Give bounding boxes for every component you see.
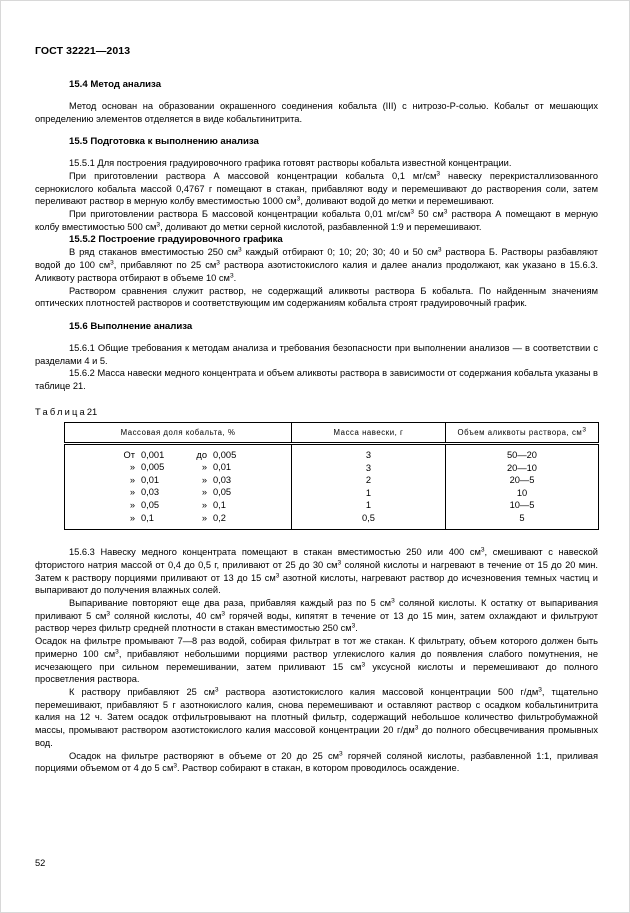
text-run: .	[233, 272, 237, 283]
superscript-cube: 3	[361, 661, 366, 669]
paragraph-15-5-2-2: Раствором сравнения служит раствор, не содержащий аликвоты раствора Б кобальта. По найденным значениям оптических плотностей растворов и соответствующим им содержаниям кобальта строят градуировочный график.	[35, 285, 598, 309]
range-from-word: »	[129, 512, 135, 523]
range-to-word: »	[201, 512, 207, 523]
paragraph-15-6-1: 15.6.1 Общие требования к методам анализа и требования безопасности при выполнении анализов — в соответствии с разделами 4 и 5.	[35, 342, 598, 366]
text-run: , доливают водой до метки и перемешивают.	[300, 196, 494, 207]
superscript-cube: 3	[410, 208, 415, 216]
superscript-cube: 3	[437, 247, 442, 255]
table-caption-label: Таблица	[35, 406, 87, 417]
table-cell-mass: 3	[292, 443, 446, 461]
text-run: соляной кислоты и нагревают в течение от 15 до 20 мин. Затем к раствору порциями приливают от 13 до 15 см	[35, 559, 599, 583]
paragraph-15-5-2-1	[35, 246, 598, 284]
superscript-cube: 3	[391, 597, 395, 605]
table-cell-mass: 0,5	[292, 512, 446, 530]
superscript-cube: 3	[275, 572, 280, 580]
table-row	[65, 486, 599, 499]
superscript-cube: 3	[229, 272, 234, 280]
text-run: каждый отбирают 0; 10; 20; 30; 40 и 50 см	[241, 247, 438, 258]
superscript-cube: 3	[538, 686, 542, 694]
range-from-value: 0,03	[141, 487, 160, 498]
range-to-word: »	[201, 487, 207, 498]
paragraph-15-6-3-5	[35, 750, 598, 775]
heading-15-6: 15.6 Выполнение анализа	[69, 320, 193, 332]
superscript-cube: 3	[480, 546, 485, 554]
range-to-word: »	[201, 462, 207, 473]
table-cell-range	[65, 474, 292, 487]
range-from-word: »	[129, 500, 135, 511]
superscript-cube: 3	[115, 648, 119, 656]
table-cell-mass: 3	[292, 461, 446, 474]
text-run: При приготовлении раствора А массовой концентрации кобальта 0,1 мг/см	[69, 170, 437, 181]
superscript-cube: 3	[339, 750, 343, 758]
text-run: раствора Б. Растворы разбавляют водой до 100 см	[35, 247, 598, 271]
table-row	[65, 499, 599, 512]
text-run: , прибавляют небольшими порциями раствор углекислого калия до появления слабого помутнения, не исчезающего при сильном перемешивании, затем приливают 15 см	[35, 648, 598, 672]
text-run: соляной кислоты. К остатку от выпаривания приливают 5 см	[35, 598, 598, 621]
superscript-cube: 3	[436, 170, 441, 178]
text-run: , прибавляют по 25 см	[113, 260, 217, 271]
table-cell-range	[65, 499, 292, 512]
range-to-value: 0,005	[213, 449, 237, 460]
text-run: К раствору прибавляют 25 см	[69, 687, 215, 697]
table-cell-range	[65, 443, 292, 461]
page-number: 52	[35, 858, 46, 868]
range-from-value: 0,05	[141, 500, 160, 511]
range-to-value: 0,05	[213, 487, 232, 498]
table-row	[65, 474, 599, 487]
superscript-cube: 3	[214, 686, 219, 694]
range-to-word: до	[196, 449, 207, 460]
paragraph-15-5-1-solution-b	[35, 208, 598, 233]
running-head-standard-number: ГОСТ 32221—2013	[35, 45, 131, 57]
text-run: При приготовлении раствора Б массовой концентрации кобальта 0,01 мг/см	[69, 209, 411, 220]
paragraph-15-6-3-1	[35, 546, 598, 597]
text-run: 50 см	[414, 209, 444, 220]
table-header	[65, 422, 599, 443]
table-header-sample-mass: Масса навески, г	[292, 422, 446, 443]
paragraph-15-5-1-solution-a	[35, 170, 598, 208]
table-cell-mass: 1	[292, 499, 446, 512]
superscript-cube: 3	[351, 623, 356, 631]
text-run: навеску перекристаллизованного сернокислого кобальта массой 0,4767 г помещают в стакан, прибавляют воду и перемешивают до растворения соли, затем переливают раствор в мерную колбу вместимостью 1000 см	[35, 170, 598, 207]
table-header-aliquot-volume	[446, 422, 599, 443]
table-21	[64, 422, 599, 531]
text-run: соляной кислоты, 40 см	[110, 610, 222, 621]
text-run: Выпаривание повторяют еще два раза, прибавляя каждый раз по 5 см	[69, 598, 392, 609]
table-cell-aliquot: 50—20	[446, 443, 599, 461]
superscript-cube: 3	[443, 208, 448, 216]
paragraph-15-6-3-2	[35, 597, 598, 635]
paragraph-15-6-3-3	[35, 635, 598, 686]
superscript-cube: 3	[110, 259, 114, 267]
range-from-word: »	[129, 487, 135, 498]
table-row	[65, 512, 599, 530]
text-run: . Раствор собирают в стакан, в котором проводилось осаждение.	[177, 763, 460, 774]
table-caption-number: 21	[86, 406, 98, 417]
text-run: .	[355, 623, 358, 634]
page-content	[35, 79, 598, 775]
range-from-word: От	[123, 449, 135, 460]
table-cell-mass: 1	[292, 486, 446, 499]
text-run: уксусной кислоты и перемешивают до полного просветления раствора.	[35, 661, 598, 685]
superscript-cube: 3	[216, 259, 220, 267]
text-run: раствора азотистокислого калия массовой концентрации 500 г/дм	[218, 687, 539, 697]
table-row	[65, 443, 599, 461]
range-to-word: »	[201, 474, 207, 485]
text-run: раствора азотистокислого калия и далее анализ продолжают, как указано в 15.6.3. Аликвоту раствора отбирают в объеме 10 см	[35, 260, 598, 283]
table-cell-aliquot: 20—5	[446, 474, 599, 487]
range-from-word: »	[129, 474, 135, 485]
range-from-value: 0,1	[141, 512, 154, 523]
table-header-cobalt-fraction: Массовая доля кобальта, %	[65, 422, 292, 443]
superscript-cube: 3	[582, 426, 587, 434]
heading-15-5: 15.5 Подготовка к выполнению анализа	[69, 136, 259, 148]
range-from-word: »	[129, 462, 135, 473]
table-cell-range	[65, 461, 292, 474]
superscript-cube: 3	[296, 196, 301, 203]
table-cell-aliquot: 10—5	[446, 499, 599, 512]
table-cell-range	[65, 486, 292, 499]
text-run: до полного обесцвечивания промывных вод.	[35, 725, 598, 748]
range-from-value: 0,001	[141, 449, 165, 460]
heading-15-5-2: 15.5.2 Построение градуировочного графика	[69, 233, 283, 245]
table-cell-aliquot: 5	[446, 512, 599, 530]
range-to-word: »	[201, 500, 207, 511]
paragraph-15-6-3-4	[35, 686, 598, 750]
text-run: Объем аликвоты раствора, см	[457, 427, 583, 437]
range-to-value: 0,1	[213, 500, 226, 511]
range-to-value: 0,03	[213, 474, 232, 485]
text-run: В ряд стаканов вместимостью 250 см	[69, 247, 239, 258]
text-run: , смешивают с навеской фтористого натрия массой от 0,4 до 0,5 г, приливают от 25 до 30 см	[35, 547, 598, 570]
table-row	[65, 461, 599, 474]
table-cell-mass: 2	[292, 474, 446, 487]
superscript-cube: 3	[106, 610, 111, 618]
superscript-cube: 3	[238, 247, 242, 255]
paragraph-15-5-1: 15.5.1 Для построения градуировочного графика готовят растворы кобальта известной концентрации.	[69, 158, 512, 169]
heading-15-4: 15.4 Метод анализа	[69, 79, 162, 90]
table-caption	[35, 407, 598, 417]
text-run: раствора А помещают в мерную колбу вместимостью 500 см	[35, 209, 598, 232]
superscript-cube: 3	[414, 724, 419, 732]
superscript-cube: 3	[337, 559, 342, 567]
range-from-value: 0,01	[141, 474, 160, 485]
range-to-value: 0,2	[213, 512, 226, 523]
text-run: Осадок на фильтре промывают 7—8 раз водой, собирая фильтрат в тот же стакан. К фильтрату, объем которого должен быть примерно 100 см	[35, 636, 598, 659]
table-cell-aliquot: 20—10	[446, 461, 599, 474]
range-to-value: 0,01	[213, 462, 232, 473]
text-run: горячей соляной кислоты, разбавленной 1:1, приливая порциями объемом от 4 до 5 см	[35, 750, 598, 774]
text-run: , тщательно перемешивают, прибавляют 5 г азотнокислого калия, снова перемешивают и оставляют раствор с осадком кобальтинитрита калия на 12 ч. Затем осадок отфильтровывают на плотный фильтр, содержащий небольшое количество фильтробумажной массы, промывают раствором азотистокислого калия массовой концентрации 20 г/дм	[35, 687, 598, 736]
table-header-row	[65, 422, 599, 443]
paragraph-15-4-1: Метод основан на образовании окрашенного соединения кобальта (III) с нитрозо-Р-солью. Кобальт от мешающих определению элементов отделяется в виде кобальтинитрита.	[35, 100, 598, 124]
superscript-cube: 3	[221, 610, 226, 618]
superscript-cube: 3	[173, 762, 178, 770]
text-run: азотной кислоты, нагревают раствор до исчезновения темных частиц и выпаривают до получения влажных солей.	[35, 572, 598, 596]
table-body	[65, 443, 599, 530]
table-cell-aliquot: 10	[446, 486, 599, 499]
superscript-cube: 3	[156, 221, 161, 229]
text-run: 15.6.3 Навеску медного концентрата помещают в стакан вместимостью 250 или 400 см	[69, 547, 481, 558]
text-run: , доливают до метки серной кислотой, разбавленной 1:9 и перемешивают.	[160, 221, 482, 232]
range-from-value: 0,005	[141, 462, 165, 473]
text-run: горячей воды, кипятят в течение от 13 до 15 мин, затем охлаждают и фильтруют раствор через фильтр средней плотности в стакан вместимостью 250 см	[35, 610, 598, 634]
table-cell-range	[65, 512, 292, 530]
text-run: Осадок на фильтре растворяют в объеме от 20 до 25 см	[69, 750, 340, 761]
paragraph-15-6-2: 15.6.2 Масса навески медного концентрата и объем аликвоты раствора в зависимости от содержания кобальта указаны в таблице 21.	[35, 368, 598, 391]
